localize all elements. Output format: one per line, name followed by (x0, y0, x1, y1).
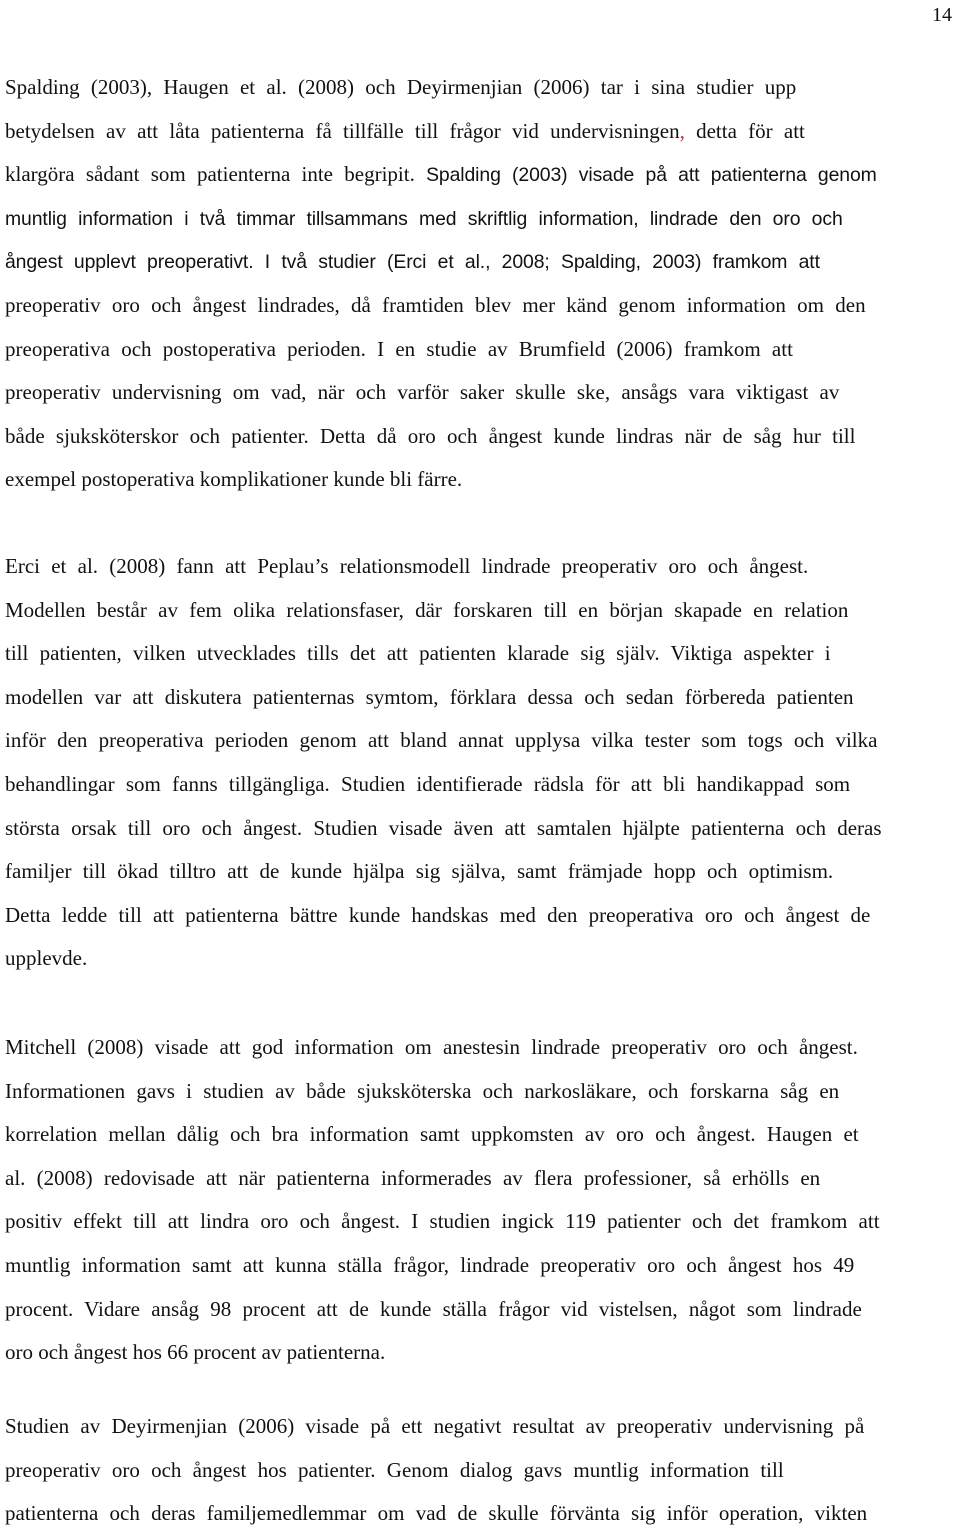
text-line (5, 684, 854, 710)
text-line (5, 815, 882, 841)
text-line (5, 292, 866, 318)
text-segment: modellen var att diskutera patienternas symtom, förklara dessa och sedan förbereda patienten (5, 684, 854, 709)
text-segment: muntlig information i två timmar tillsammans med skriftlig information, lindrade den oro och (5, 207, 843, 230)
text-line (5, 205, 843, 232)
text-line (5, 1252, 854, 1278)
text-segment: positiv effekt till att lindra oro och ångest. I studien ingick 119 patienter och det framkom att (5, 1209, 880, 1234)
text-line (5, 1078, 839, 1104)
text-line (5, 74, 796, 100)
text-segment: , (679, 118, 685, 143)
text-segment: upplevde. (5, 946, 88, 971)
text-line (5, 1296, 862, 1322)
text-segment: procent. Vidare ansåg 98 procent att de kunde ställa frågor vid vistelsen, något som lindrade (5, 1296, 862, 1321)
text-segment: preoperativ oro och ångest hos patienter. Genom dialog gavs muntlig information till (5, 1457, 784, 1482)
text-line (5, 1034, 858, 1060)
text-segment: till patienten, vilken utvecklades tills det att patienten klarade sig själv. Viktiga aspekter i (5, 641, 831, 666)
text-line (5, 727, 877, 753)
text-line (5, 1208, 880, 1234)
text-segment: korrelation mellan dålig och bra information samt uppkomsten av oro och ångest. Haugen et (5, 1122, 859, 1147)
text-line (5, 945, 87, 971)
text-segment: största orsak till oro och ångest. Studien visade även att samtalen hjälpte patienterna och deras (5, 815, 882, 840)
text-segment: oro och ångest hos 66 procent av patienterna. (5, 1340, 386, 1365)
text-segment: exempel postoperativa komplikationer kunde bli färre. (5, 467, 463, 492)
text-segment: betydelsen av att låta patienterna få tillfälle till frågor vid undervisningen (5, 118, 680, 143)
text-line (5, 118, 805, 144)
text-segment: preoperativ oro och ångest lindrades, då framtiden blev mer känd genom information om den (5, 293, 866, 317)
text-line (5, 1500, 867, 1526)
text-segment: Studien av Deyirmenjian (2006) visade på ett negativt resultat av preoperativ undervisning på (5, 1414, 865, 1438)
text-line (5, 379, 839, 405)
text-line (5, 902, 870, 928)
text-segment: , 2008; Spalding, 2003) framkom att (485, 251, 820, 274)
text-line (5, 1165, 820, 1191)
text-segment: Spalding (2003), Haugen et al. (2008) och Deyirmenjian (2006) tar i sina studier upp (5, 75, 797, 99)
text-segment: Mitchell (2008) visade att god information om anestesin lindrade preoperativ oro och ångest. (5, 1035, 858, 1059)
text-segment: patienterna och deras familjemedlemmar om vad de skulle förvänta sig inför operation, vikten (5, 1501, 868, 1526)
text-segment: Spalding (2003) visade på att patienterna genom (426, 164, 877, 187)
text-line (5, 248, 820, 275)
text-segment: inför den preoperativa perioden genom att bland annat upplysa vilka tester som togs och vilka (5, 728, 878, 753)
text-segment: både sjuksköterskor och patienter. Detta då oro och ångest kunde lindras när de såg hur till (5, 423, 856, 448)
text-line (5, 161, 877, 188)
text-line (5, 336, 793, 362)
text-line (5, 423, 855, 449)
text-line (5, 1413, 864, 1439)
text-line (5, 466, 462, 492)
text-line (5, 553, 808, 579)
text-line (5, 597, 848, 623)
text-segment: Informationen gavs i studien av både sjuksköterska och narkosläkare, och forskarna såg en (5, 1078, 840, 1103)
text-segment: Modellen består av fem olika relationsfaser, där forskaren till en början skapade en relation (5, 597, 849, 622)
text-segment: ångest upplevt preoperativt. I två studier (Erci et al. (5, 251, 486, 274)
page-number: 14 (932, 4, 952, 26)
text-line (5, 858, 833, 884)
text-segment: muntlig information samt att kunna ställa frågor, lindrade preoperativ oro och ångest hos 49 (5, 1253, 855, 1277)
text-line (5, 1339, 385, 1365)
text-segment: detta för att (684, 118, 805, 143)
text-segment: preoperativa och postoperativa perioden. I en studie av Brumfield (2006) framkom att (5, 336, 793, 361)
text-segment: familjer till ökad tilltro att de kunde hjälpa sig själva, samt främjade hopp och optimism. (5, 859, 834, 884)
text-line (5, 1457, 784, 1483)
text-line (5, 1121, 859, 1147)
text-segment: Erci et al. (2008) fann att Peplau’s relationsmodell lindrade preoperativ oro och ångest. (5, 554, 809, 578)
text-line (5, 771, 850, 797)
text-segment: preoperativ undervisning om vad, när och varför saker skulle ske, ansågs vara viktigast av (5, 380, 840, 405)
text-line (5, 640, 831, 666)
text-segment: klargöra sådant som patienterna inte begripit. (5, 162, 427, 187)
text-segment: al. (2008) redovisade att när patienterna informerades av flera professioner, så erhölls en (5, 1165, 821, 1190)
text-segment: behandlingar som fanns tillgängliga. Studien identifierade rädsla för att bli handikappad som (5, 772, 851, 796)
text-segment: Detta ledde till att patienterna bättre kunde handskas med den preoperativa oro och ångest de (5, 902, 871, 927)
